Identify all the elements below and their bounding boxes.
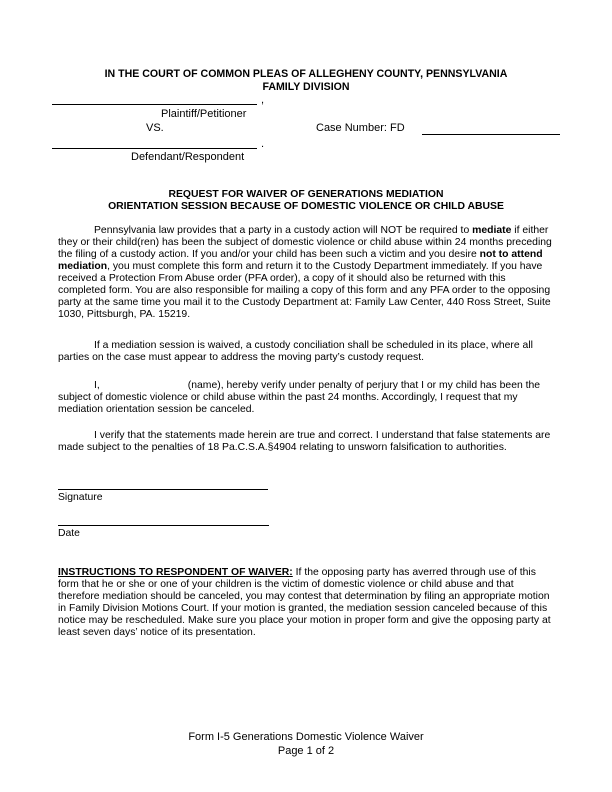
plaintiff-line	[52, 104, 257, 105]
form-title-line1: REQUEST FOR WAIVER OF GENERATIONS MEDIATION	[168, 189, 444, 200]
vs-label: VS.	[146, 122, 164, 134]
footer-page-number: Page 1 of 2	[277, 745, 335, 757]
conciliation-text: If a mediation session is waived, a custody conciliation shall be scheduled in its place, where all parties on the case must appear to address the moving party’s custody request.	[58, 340, 533, 363]
court-heading: IN THE COURT OF COMMON PLEAS OF ALLEGHENY COUNTY, PENNSYLVANIA	[104, 68, 508, 80]
form-title-line2: ORIENTATION SESSION BECAUSE OF DOMESTIC VIOLENCE OR CHILD ABUSE	[108, 201, 504, 212]
verification-text: (name), hereby verify under penalty of perjury that I or my child has been the subject of domestic violence or child abuse within the past 24 months. Accordingly, I request that my mediation orientation session be canceled.	[58, 380, 541, 415]
plaintiff-comma: ,	[261, 94, 265, 106]
defendant-line	[52, 148, 257, 149]
intro-paragraph	[58, 225, 554, 321]
intro-text-a: Pennsylvania law provides that a party in a custody action will NOT be required to	[94, 225, 473, 236]
instructions-body: If the opposing party has averred through use of this form that he or she or one of your children is the victim of domestic violence or child abuse and that therefore mediation should be canceled, you may contest that determination by filing an appropriate motion in Family Division Motions Court. If your motion is granted, the mediation session canceled because of this notice may be rescheduled. Make sure you place your motion in proper form and give the opposing party at least seven days’ notice of its presentation.	[58, 567, 551, 638]
instructions-heading: INSTRUCTIONS TO RESPONDENT OF WAIVER:	[58, 567, 293, 578]
case-number-label: Case Number: FD	[316, 122, 405, 134]
case-number-line	[422, 134, 560, 135]
intro-text-mediate: mediate	[472, 225, 512, 236]
defendant-period: .	[261, 138, 265, 150]
verification-i: I,	[94, 380, 100, 391]
truth-paragraph	[58, 430, 554, 454]
intro-text-e: , you must complete this form and return it to the Custody Department immediately. If you have received a Protection From Abuse order (PFA order), a copy of it should also be returned with this completed form. You are also responsible for mailing a copy of this form and any PFA order to the opposing party at the same time you mail it to the Custody Department at: Family Law Center, 440 Ross Street, Suite 1030, Pittsburgh, PA. 15219.	[58, 261, 551, 320]
instructions-paragraph	[58, 567, 554, 639]
division-heading: FAMILY DIVISION	[262, 81, 350, 93]
intro-text-c: if either they or their child(ren) has been the subject of domestic violence or child abuse within 24 months preceding the filing of a custody action. If you and/or your child has been such a victim and you desire	[58, 225, 552, 260]
verification-paragraph	[58, 380, 554, 416]
date-line[interactable]	[58, 525, 269, 526]
signature-line[interactable]	[58, 489, 268, 490]
footer-form-name: Form I-5 Generations Domestic Violence Waiver	[188, 731, 424, 743]
conciliation-paragraph	[58, 340, 554, 364]
plaintiff-label: Plaintiff/Petitioner	[161, 108, 247, 120]
intro-text-not-attend: not to attend mediation	[58, 249, 543, 272]
date-label: Date	[58, 528, 80, 539]
truth-text: I verify that the statements made herein are true and correct. I understand that false statements are made subject to the penalties of 18 Pa.C.S.A.§4904 relating to unsworn falsification to authorities.	[58, 430, 551, 453]
defendant-label: Defendant/Respondent	[131, 151, 245, 163]
signature-label: Signature	[58, 492, 103, 503]
